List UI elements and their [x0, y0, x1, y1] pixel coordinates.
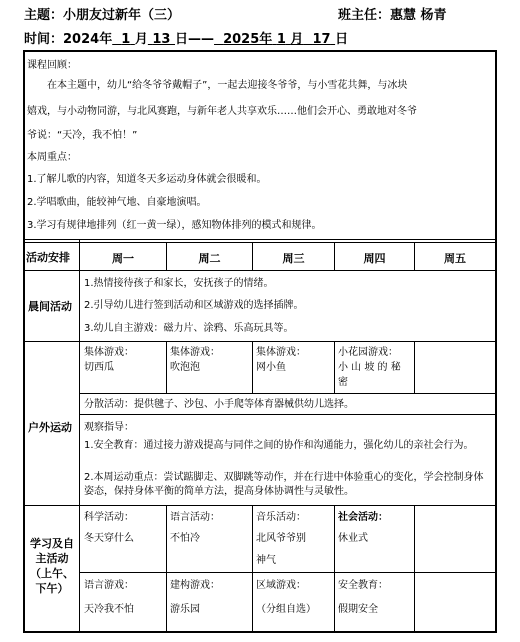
- learning-label-line-3: （上午、: [30, 567, 74, 580]
- start-year: 2024年: [63, 32, 113, 47]
- learning-r1-tue-content: 不怕冷: [170, 533, 200, 544]
- review-line-2: 嬉戏，与小动物同游，与北风赛跑，与新年老人共享欢乐……他们会开心、勇敢地对冬爷: [27, 106, 417, 117]
- learning-label-line-1: 学习及自: [30, 537, 74, 550]
- morning-item-2: 2.引导幼儿进行签到活动和区域游戏的选择插牌。: [84, 300, 304, 311]
- learning-r2-mon-title: 语言游戏：: [84, 580, 134, 591]
- end-date: 2025年 1 月 17: [223, 32, 331, 47]
- outdoor-game-3-title: 集体游戏：: [256, 347, 306, 358]
- learning-r1-wed-content-2: 神气: [256, 555, 276, 566]
- outdoor-game-4-name: 小 山 坡 的 秘 密: [338, 362, 401, 388]
- observation-title: 观察指导：: [84, 422, 134, 433]
- outdoor-game-2-name: 吹泡泡: [170, 362, 200, 373]
- end-day-unit: 日: [335, 32, 349, 47]
- theme-value: 小朋友过新年（三）: [63, 8, 181, 23]
- learning-r1-thu-content: 休业式: [338, 533, 368, 544]
- day-mon: 周一: [112, 252, 134, 265]
- learning-r1-mon-content: 冬天穿什么: [84, 533, 134, 544]
- outdoor-game-1-name: 切西瓜: [84, 362, 114, 373]
- teacher-value: 惠慧 杨青: [390, 8, 447, 23]
- theme-row: [24, 4, 180, 23]
- start-month: 1: [121, 32, 131, 47]
- learning-label: [25, 536, 79, 596]
- learning-r2-thu-content: 假期安全: [338, 604, 378, 615]
- review-title: 课程回顾：: [27, 60, 77, 71]
- observation-item-1: 1.安全教育：通过接力游戏提高与同伴之间的协作和沟通能力，强化幼儿的亲社会行为。: [84, 440, 474, 451]
- outdoor-game-2-title: 集体游戏：: [170, 347, 220, 358]
- observation-item-2: 2.本周运动重点：尝试踮脚走、双脚跳等动作，并在行进中体验重心的变化，学会控制身体姿态，保持身体平衡的简单方法，提高身体协调性与灵敏性。: [84, 472, 484, 497]
- start-day: 13: [152, 32, 171, 47]
- outdoor-label: 户外运动: [28, 421, 72, 434]
- outdoor-game-1-title: 集体游戏：: [84, 347, 134, 358]
- focus-title: 本周重点：: [27, 152, 77, 163]
- learning-r2-wed-content: （分组自选）: [256, 604, 316, 615]
- learning-label-line-4: 下午）: [35, 582, 69, 595]
- learning-r1-wed-title: 音乐活动：: [256, 512, 306, 523]
- start-day-unit: 日——: [175, 32, 215, 47]
- learning-label-line-2: 主活动: [35, 552, 69, 565]
- outdoor-scatter: 分散活动：提供毽子、沙包、小手爬等体育器械供幼儿选择。: [84, 399, 354, 410]
- schedule-corner: 活动安排: [26, 251, 70, 264]
- morning-item-3: 3.幼儿自主游戏：磁力片、涂鸦、乐高玩具等。: [84, 323, 294, 334]
- focus-item-2: 2.学唱歌曲，能较神气地、自豪地演唱。: [27, 197, 207, 208]
- teacher-row: [338, 4, 447, 23]
- review-line-1: 在本主题中，幼儿“给冬爷爷戴帽子”，一起去迎接冬爷爷，与小雪花共舞，与冰块: [47, 80, 408, 91]
- outdoor-game-3-name: 网小鱼: [256, 362, 286, 373]
- review-line-3: 爷说：“天冷，我不怕！”: [27, 130, 138, 141]
- time-row: [24, 28, 348, 47]
- day-tue: 周二: [198, 252, 221, 265]
- outdoor-game-4-title: 小花园游戏：: [338, 347, 398, 358]
- theme-label: 主题：: [24, 8, 64, 23]
- learning-r2-thu-title: 安全教育：: [338, 580, 388, 591]
- learning-r2-tue-content: 游乐园: [170, 604, 200, 615]
- teacher-label: 班主任：: [338, 8, 391, 23]
- learning-r2-wed-title: 区域游戏：: [256, 580, 306, 591]
- day-thu: 周四: [363, 252, 386, 265]
- time-label: 时间：: [24, 32, 64, 47]
- learning-r1-thu-title: 社会活动：: [338, 512, 388, 523]
- learning-r2-tue-title: 建构游戏：: [170, 580, 220, 591]
- learning-r1-wed-content: 北风爷爷别: [256, 533, 306, 544]
- day-wed: 周三: [282, 252, 305, 265]
- learning-r2-mon-content: 天冷我不怕: [84, 604, 134, 615]
- morning-item-1: 1.热情接待孩子和家长，安抚孩子的情绪。: [84, 278, 274, 289]
- morning-label: 晨间活动: [28, 300, 72, 313]
- learning-r1-tue-title: 语言活动：: [170, 512, 220, 523]
- day-fri: 周五: [444, 252, 466, 265]
- focus-item-1: 1.了解儿歌的内容，知道冬天多运动身体就会很暖和。: [27, 174, 267, 185]
- focus-item-3: 3.学习有规律地排列（红一黄一绿），感知物体排列的模式和规律。: [27, 220, 322, 231]
- start-month-unit: 月: [134, 32, 148, 47]
- learning-r1-mon-title: 科学活动：: [84, 512, 134, 523]
